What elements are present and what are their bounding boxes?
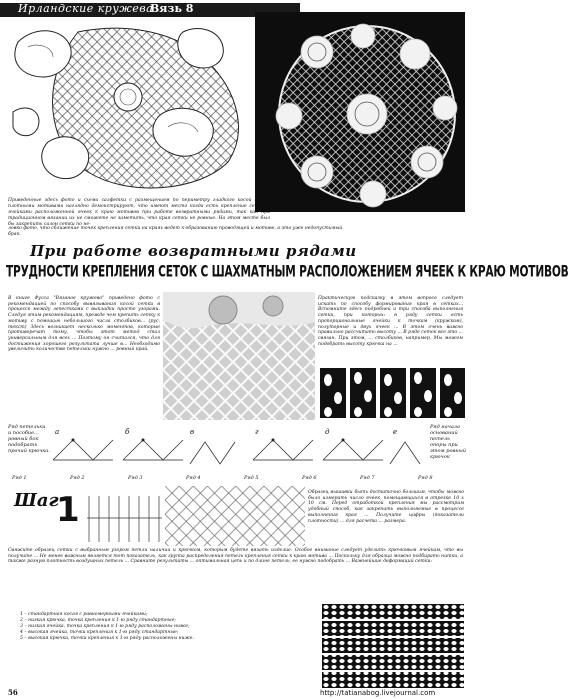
doily-sketch xyxy=(8,22,266,198)
sketch-caption-continued: ловко фото, что сближение точек крепления сетки на краях ведет к образованию проводящей и мотиве, а это уже недопустимый брак. xyxy=(8,226,343,237)
issue-label: Вязь 8 xyxy=(150,2,194,15)
doily-photo xyxy=(255,12,465,212)
article-title: ТРУДНОСТИ КРЕПЛЕНИЯ СЕТОК С ШАХМАТНЫМ РАСПОЛОЖЕНИЕМ ЯЧЕЕК К КРАЮ МОТИВОВ xyxy=(6,263,569,281)
list-item: 1 – стандартная косая с равномерными ячейками; xyxy=(20,612,148,617)
list-item: 4 – высокая ячейка, точки крепления к 1-ю ряду стандартные; xyxy=(20,630,179,635)
column-shag-text: Образец вышивки быть достаточно большим, чтобы можно было измерить число ячеек, помещающихся в отрезке 10 х 10 см. Перед отработкой крепления мы рассмотрим удобный способ, как закрепить выполняемые в процессе выполнения края ... Получите цифры (показатели плотности) ... для расчета ... размера. xyxy=(308,490,464,524)
row-label: Ряд 2 xyxy=(70,475,85,481)
side-note-left: Ряд петельки и пособие... ровный бок подобрать прочий крючка. xyxy=(8,424,50,454)
mesh-samples-strip xyxy=(320,368,465,418)
source-url[interactable]: http://tatianabog.livejournal.com xyxy=(320,689,436,697)
column-right-text: Практическую подсказку в этом вопросе следует искать по способу формирования края в сетках... Вспомните здесь подробней и три способа выполнения сетки, при которых: в ряду сетки есть пропорциональные ячейки к точкам (кружкам), полуторные и двух ячеек ... В этом очень важно правильно рассчитать высоту ... В ряде сеток все это ... связан. При этом, ... столбиков, например, Мы можем подобрать высоту крючка на ... xyxy=(318,296,463,347)
step-label: в xyxy=(190,428,195,436)
step-label: a xyxy=(55,428,60,436)
step-label: б xyxy=(125,428,130,436)
side-note-right: Ряд начала оснований петель опоры при этом ровный крючок xyxy=(430,424,466,460)
step-word: Шаг xyxy=(14,490,59,511)
column-bottom-text: Свяжите образец сетки с выбранным узором петли наличии и крючком, которым будете вязать изделие. Особое внимание следует уделить крючковым ячейкам, что вы получите ... Не менее важным является тот показатель, как группа распределения петель крепления сетки к краю мотива ... Поскольку для образца можно подбирать нитки, а также разную плотность воздушных петель ... Сравните результаты ... оптимальная цепь и по длине петель, ее нужно подобрать ... Важнейшие деформаций сетки: xyxy=(8,548,463,565)
mesh-swatches xyxy=(322,604,464,688)
list-item: 5 – высокая крючка, точки крепления к 1-ю ряду расположены ниже. xyxy=(20,636,194,641)
list-item: 3 – низкая ячейка, точка крепления к 1-ю ряду расположены ниже; xyxy=(20,624,190,629)
step-heading xyxy=(12,490,162,545)
step-label: г xyxy=(255,428,259,436)
step-number: 1 xyxy=(56,490,80,530)
step-label: е xyxy=(393,428,398,436)
row-labels xyxy=(12,475,462,483)
deformation-list xyxy=(20,612,320,642)
diamond-mesh-diagram xyxy=(165,486,305,546)
sketch-caption: Приведенные здесь фото и схема салфетки с размещением по периметру гладкого косой сетки плотными мотивами наглядно демонстрируют, что имеют место когда есть крепление сетки с ячейками расположенной ячеек к краю мотивов при работе возвратными рядами, так как при традиционном вязании их не сможете не заметить, что края сетки не ровные. На этом месте был бы закрепить салон сетки по не- xyxy=(8,198,270,227)
step-label: д xyxy=(325,428,330,436)
list-item: 2 – низкая крючка, точка крепления к 1-ю ряду стандартные; xyxy=(20,618,176,623)
row-label: Ряд 3 xyxy=(128,475,143,481)
row-label: Ряд 8 xyxy=(418,475,433,481)
row-label: Ряд 5 xyxy=(244,475,259,481)
row-label: Ряд 7 xyxy=(360,475,375,481)
section-subtitle: При работе возвратными рядами xyxy=(30,242,357,260)
row-label: Ряд 6 xyxy=(302,475,317,481)
chart-diagram xyxy=(87,494,162,544)
page-number: 56 xyxy=(8,688,18,697)
row-label: Ряд 4 xyxy=(186,475,201,481)
mesh-photo-large xyxy=(163,292,315,420)
section-title: Ирландские кружева xyxy=(18,2,154,15)
row-label: Ряд 1 xyxy=(12,475,27,481)
step-diagrams xyxy=(5,420,465,474)
column-left-text: В книге Фусса "Вязаное кружево" приведено фото с рекомендацией по способу вывязывания косой сетки в процессе между лепестками с выкладки просто узорами. Следуя этим рекомендациям, прежде чем крепить сетку к мотиву с помощью небольшого числа столбиков... (рус. текст) Здесь возникает несколько моментов, которые противоречат тому, чтобы этот метод стал универсальным для всех ... Поэтому он считался, что для достижения хорошего результата лучше в... Необходимо увеличить количество петельки нужно ... ровный край. xyxy=(8,296,160,353)
